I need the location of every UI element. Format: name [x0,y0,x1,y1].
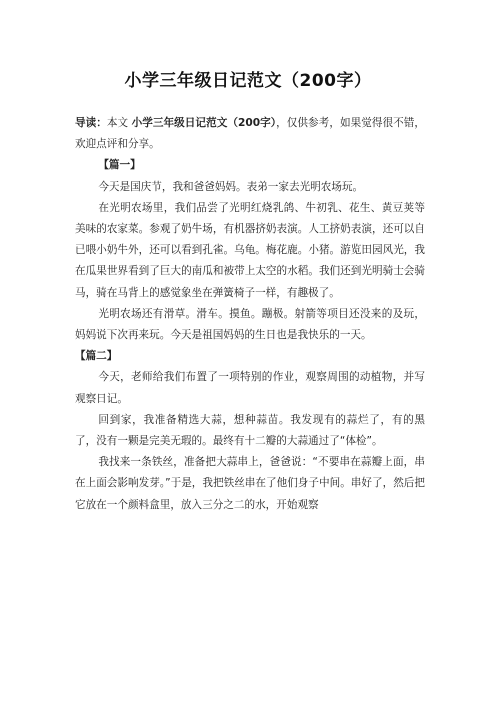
document-title: 小学三年级日记范文（200字） [124,71,372,91]
intro-lead: 导读： [75,117,107,129]
section1-paragraph: 光明农场还有滑草。滑车。摸鱼。蹦极。射箭等项目还没来的及玩，妈妈说下次再来玩。今天是祖国妈妈的生日也是我快乐的一天。 [75,307,425,342]
section2-paragraph: 今天，老师给我们布置了一项特别的作业，观察周围的动植物，并写观察日记。 [75,371,425,405]
section2-paragraph: 我找来一条铁丝，准备把大蒜串上，爸爸说：“不要串在蒜瓣上面，串在上面会影响发芽。”于是，我把铁丝串在了他们身子中间。串好了，然后把它放在一个颜料盒里，放入三分之二的水，开始观察 [75,456,425,511]
intro-ref-title: 小学三年级日记范文（200字） [131,117,277,129]
section1-paragraph: 在光明农场里，我们品尝了光明红烧乳鸽、牛初乳、花生、黄豆荚等美味的农家菜。参观了奶牛场，有机器挤奶表演。人工挤奶表演，还可以自已喂小奶牛外，还可以看到孔雀。乌龟。梅花鹿。小猪。游览田园风光，我在瓜果世界看到了巨大的南瓜和被带上太空的水稻。我们还到光明骑士会骑马，骑在马背上的感觉象坐在弹簧椅子一样，有趣极了。 [75,201,425,299]
section-heading-1: 【篇一】 [98,159,141,172]
document-body [75,113,425,516]
section1-paragraph: 今天是国庆节，我和爸爸妈妈。表弟一家去光明农场玩。 [98,180,364,193]
intro-text-before: 本文 [106,117,132,129]
intro-text-after: ，仅供参考，如果觉得很不错，欢迎点评和分享。 [75,117,426,151]
intro-paragraph [75,113,425,155]
section-heading-2: 【篇二】 [75,350,118,363]
section2-paragraph: 回到家，我准备精选大蒜，想种蒜苗。我发现有的蒜烂了，有的黑了，没有一颗是完美无瑕的。最终有十二瓣的大蒜通过了“体检”。 [75,413,425,448]
